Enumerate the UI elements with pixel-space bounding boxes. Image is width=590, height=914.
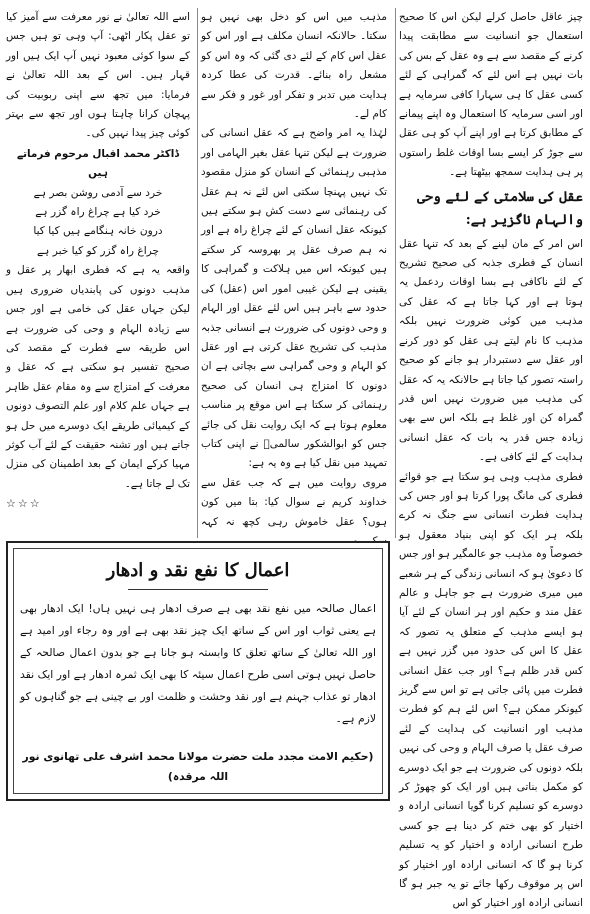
- right-column-paragraph-1: چیز عاقل حاصل کرلے لیکن اس کا صحیح استعمال جو انسانیت سے مطابقت پیدا کرنے کے مقصد سے ہے وہ عقل کے بس کی بات نہیں ہے اس لئے کہ گمراہی کے لئے کسی عقل کا ہی سہارا کافی سرمایہ ہے اور اسی سرمایہ کا استعمال وہ اپنے پیمانے کے مطابق کرتا ہے اور اپنے آپ کو ہی عقل سے جوڑ کر ایسے بسا اوقات غلط راستوں پر ہی ہدایت سمجھ بیٹھتا ہے۔: [399, 11, 583, 179]
- middle-column-paragraph-2: لہٰذا یہ امر واضح ہے کہ عقل انسانی کی ضرورت ہے لیکن تنہا عقل بغیر الہامی اور مذہبی رہنمائی کے انسان کو منزل مقصود تک نہیں پہنچا سکتی اس لئے نہ ہم عقل کی رہنمائی سے دست کش ہو سکتے ہیں کیونکہ عقل انسان کے لئے چراغ راہ ہے اور نہ ہم صرف عقل پر بھروسہ کر سکتے ہیں کیونکہ اس میں ہلاکت و گمراہی کا یقینی ہے لیکن غیبی امور اس (عقل) کی حدود سے باہر ہیں اس لئے عقل اور الہام و وحی دونوں کی ضرورت ہے انسانی جذبہ مذہب کی تشریح عقل کرتی ہے اور عقل کو الہام و وحی گمراہی سے بچاتی ہے ان دونوں کا امتزاج ہی انسان کی صحیح رہنمائی کر سکتا ہے اس موقع پر مناسب معلوم ہوتا ہے کہ ایک روایت نقل کی جائے جس کو ابوالشکور سالمیؒ نے اپنی کتاب تمہید میں نقل کیا ہے وہ یہ ہے:: [201, 127, 387, 470]
- quote-box-body: اعمال صالحہ میں نفع نقد بھی ہے صرف ادھار ہی نہیں ہاں! ایک ادھار بھی ہے یعنی ثواب اور اس کے ساتھ ایک چیز نقد بھی ہے اور وہ رجاء اور امید ہے اور اللہ تعالیٰ کے ساتھ تعلق کا وابستہ ہو جانا ہے جو بدون اعمال صالحہ کے حاصل نہیں ہوتی اسی طرح اعمال سیئہ کا بھی ایک ثمرہ ادھار ہے اور ایک نقد ادھار تو عذاب جہنم ہے اور نقد وحشت و ظلمت اور بے چینی ہے جو گناہوں کو لازم ہے۔: [20, 602, 376, 725]
- quote-box: [6, 541, 390, 801]
- middle-column-paragraph-3: مروی روایت میں ہے کہ جب عقل سے خداوند کریم نے سوال کیا: بتا میں کون ہوں؟ عقل خاموش رہی کچھ نہ کہہ: [201, 476, 387, 528]
- quote-box-signature: (حکیم الامت مجدد ملت حضرت مولانا محمد اشرف علی تھانوی نور اللہ مرقدہ): [22, 750, 374, 783]
- poem: [6, 184, 190, 262]
- section-heading: عقل کی سلامتی کے لئے وحی والہام ناگزیر ہے:: [417, 188, 583, 228]
- right-column-paragraph-3: فطری مذہب وہی ہو سکتا ہے جو قوائے فطری کی مانگ پورا کرتا ہو اور جس کی ہدایت فطرت انسانی سے جنگ نہ کرے بلکہ ہر ایک کو اپنی بنیاد معقول ہو خصوصاً وہ مذہب جو عالمگیر ہو اور جس کا دعویٰ ہو کہ انسانی زندگی کے ہر شعبے میں میری ضرورت ہے جو جاہل و عالم عقل مند و حکیم اور ہر انسان کے لئے آیا ہو ایسے مذہب کے متعلق یہ تصور کہ عقل کا اس کی حدود میں گزر نہیں ہے کس قدر ظلم ہے؟ اور جب عقل انسانی فطرت میں پائی جاتی ہے تو اس سے گریز کیونکر ممکن ہے؟ اس لئے ہم کو فطرت مذہب اور انسانیت کی ہدایت کے لئے صرف عقل یا صرف الہام و وحی کی نہیں بلکہ دونوں کی ضرورت ہے جو ایک دوسرے کو مکمل بناتی ہیں اور ایک کو چھوڑ کر دوسرے کو تسلیم کرنا گویا انسانی ارادہ و اختیار کو بھی ختم کر دینا ہے جو کسی طرح انسانی ارادہ و اختیار کو یہ تسلیم کرنا ہو گا کہ انسانی ارادہ اور اختیار کو اس پر موقوف رکھا جائے تو یہ جبر ہو گا انسانی ارادہ اور اختیار کو اس: [398, 470, 583, 910]
- quote-box-title: اعمال کا نفع نقد و ادھار: [106, 560, 290, 581]
- column-divider: [395, 8, 396, 538]
- right-column-paragraph-2: اس امر کے مان لینے کے بعد کہ تنہا عقل انسان کے فطری جذبہ کی صحیح تشریح کے لئے ناکافی ہے بسا اوقات ردعمل یہ ہوتا ہے اور کہا جاتا ہے کہ عقل کی مذہب میں کوئی ضرورت نہیں بلکہ مذہب کا نام لیتے ہی عقل کو دور کرنے اور عقل سے دستبردار ہو جانے کو صحیح راستہ تصور کیا جاتا ہے حالانکہ یہ کہ عقل کی مذہب میں ضرورت نہیں اس قدر گمراہ کن اور غلط ہے بلکہ اس سے بھی زیادہ جس قدر یہ بات کہ عقل انسانی ہدایت کے لئے کافی ہے۔: [399, 237, 583, 464]
- left-column: [6, 8, 190, 536]
- left-column-paragraph-2: واقعہ یہ ہے کہ فطری ابھار پر عقل و مذہب دونوں کی پابندیاں ضروری ہیں لیکن جہاں عقل کی خامی ہے اور جس سے زیادہ الہام و وحی کی ضرورت ہے اس طریقہ سے فطرت کے مقصد کی صحیح تفسیر ہو سکتی ہے کہ عقل و معرفت کے امتزاج سے وہ مقام عقل ظاہر ہے جہاں علم کلام اور علم التصوف دونوں کے کیمیائی طریقے ایک دوسرے میں حل ہو جاتے ہیں اور تشنہ حقیقت کے لئے آب کوثر مہیا کرکے ایمان کے بعد اطمینان کی منزل تک لے جاتا ہے۔: [6, 264, 190, 490]
- poem-line: چراغ راہ گزر کو کیا خبر ہے: [36, 244, 160, 257]
- poem-line: خرد کیا ہے چراغ راہ گزر ہے: [35, 206, 161, 219]
- poem-line: درون خانہ ہنگامے ہیں کیا کیا: [33, 225, 163, 238]
- column-divider: [197, 8, 198, 538]
- middle-column: [201, 8, 387, 536]
- end-stars: ☆☆☆: [6, 497, 42, 511]
- right-column: [398, 8, 583, 910]
- left-column-paragraph-1: اسے اللہ تعالیٰ نے نور معرفت سے آمیز کیا تو عقل پکار اٹھی: آپ وہی تو ہیں جس کے سوا کوئی معبود نہیں آپ ایک ہیں اور قہار ہیں۔ اس کے بعد اللہ تعالیٰ نے فرمایا: میں تجھ سے اپنی ربوبیت کی پہچان کرانا چاہتا ہوں اور تجھ سے بہتر کوئی چیز پیدا نہیں کی۔: [6, 11, 190, 140]
- poet-attribution: ڈاکٹر محمد اقبال مرحوم فرماتے ہیں: [17, 147, 179, 180]
- title-underline: [128, 589, 268, 590]
- poem-line: خرد سے آدمی روشن بصر ہے: [33, 186, 163, 199]
- middle-column-paragraph-1: مذہب میں اس کو دخل بھی نہیں ہو سکتا۔ حالانکہ انسان مکلف ہے اور اس کو عقل اس کام کے لئے دی گئی کہ وہ اس کو مشعل راہ بنائے۔ قدرت کی عطا کردہ ہدایت میں تدبر و تفکر اور غور و فکر سے کام لے۔: [201, 11, 387, 121]
